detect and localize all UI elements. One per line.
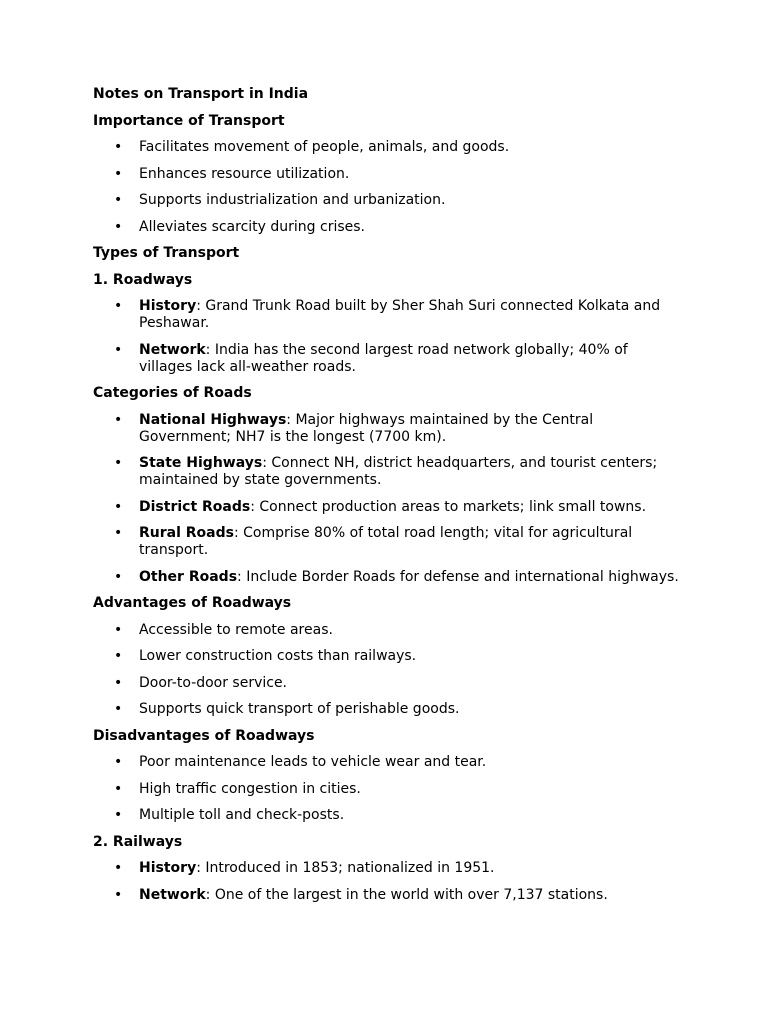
- list-item-text: Lower construction costs than railways.: [139, 648, 417, 664]
- bullet-icon: •: [114, 568, 123, 585]
- list-item-text: Enhances resource utilization.: [139, 165, 350, 182]
- bullet-icon: •: [114, 701, 123, 717]
- section-heading-disadvantages: Disadvantages of Roadways: [93, 727, 315, 744]
- list-item-text: : Grand Trunk Road built by Sher Shah Suri connected Kolkata and Peshawar.: [139, 298, 661, 331]
- bullet-icon: •: [114, 807, 123, 823]
- list-item-text: : Connect NH, district headquarters, and tourist centers; maintained by state governments.: [139, 455, 658, 488]
- list-item-text: : Include Border Roads for defense and international highways.: [237, 568, 679, 585]
- list-item: [93, 807, 683, 824]
- list-item-term: District Roads: [139, 498, 251, 515]
- document-title: Notes on Transport in India: [93, 86, 309, 102]
- list-item: [93, 701, 683, 718]
- bullet-icon: •: [114, 498, 123, 515]
- importance-list: [93, 139, 683, 236]
- list-item: [93, 219, 683, 236]
- list-item-term: Other Roads: [139, 568, 238, 585]
- list-item: [93, 499, 683, 516]
- list-item: [93, 166, 683, 183]
- list-item: [93, 342, 683, 376]
- bullet-icon: •: [114, 139, 123, 155]
- list-item: [93, 887, 683, 904]
- list-item-text: : India has the second largest road network globally; 40% of villages lack all-weather roads.: [139, 341, 628, 375]
- list-item-text: : Comprise 80% of total road length; vital for agricultural transport.: [139, 525, 633, 558]
- list-item: [93, 622, 683, 639]
- list-item: [93, 192, 683, 209]
- list-item-term: State Highways: [139, 455, 263, 471]
- bullet-icon: •: [114, 674, 123, 691]
- list-item-term: Rural Roads: [139, 525, 234, 541]
- list-item-term: National Highways: [139, 411, 287, 428]
- bullet-icon: •: [114, 192, 123, 208]
- categories-list: [93, 412, 683, 586]
- list-item-text: Poor maintenance leads to vehicle wear and tear.: [139, 754, 487, 770]
- list-item-text: : Major highways maintained by the Central Government; NH7 is the longest (7700 km).: [139, 411, 594, 445]
- list-item-term: Network: [139, 886, 206, 903]
- list-item-text: Accessible to remote areas.: [139, 621, 333, 638]
- list-item: [93, 455, 683, 489]
- bullet-icon: •: [114, 218, 123, 235]
- list-item-term: Network: [139, 341, 206, 358]
- railways-list: [93, 860, 683, 904]
- list-item-text: Alleviates scarcity during crises.: [139, 218, 366, 235]
- list-item-term: History: [139, 298, 197, 314]
- list-item: [93, 525, 683, 559]
- list-item-text: Door-to-door service.: [139, 674, 288, 691]
- list-item: [93, 412, 683, 446]
- list-item-text: : Connect production areas to markets; link small towns.: [250, 498, 647, 515]
- list-item: [93, 675, 683, 692]
- bullet-icon: •: [114, 860, 123, 876]
- list-item-text: High traffic congestion in cities.: [139, 780, 361, 797]
- list-item-term: History: [139, 860, 197, 876]
- list-item: [93, 860, 683, 877]
- section-heading-roadways: 1. Roadways: [93, 271, 193, 288]
- bullet-icon: •: [114, 165, 123, 182]
- bullet-icon: •: [114, 298, 123, 314]
- bullet-icon: •: [114, 780, 123, 797]
- bullet-icon: •: [114, 648, 123, 664]
- list-item: [93, 781, 683, 798]
- list-item: [93, 139, 683, 156]
- section-heading-types: Types of Transport: [93, 245, 240, 261]
- section-heading-railways: 2. Railways: [93, 833, 183, 850]
- list-item-text: : One of the largest in the world with over 7,137 stations.: [205, 886, 608, 903]
- bullet-icon: •: [114, 621, 123, 638]
- list-item-text: : Introduced in 1853; nationalized in 1951.: [196, 860, 495, 876]
- list-item-text: Supports industrialization and urbanization.: [139, 192, 446, 208]
- document-page: [93, 86, 683, 913]
- bullet-icon: •: [114, 411, 123, 428]
- list-item: [93, 648, 683, 665]
- list-item: [93, 754, 683, 771]
- list-item-text: Supports quick transport of perishable goods.: [139, 701, 460, 717]
- roadways-list: [93, 298, 683, 376]
- section-heading-importance: Importance of Transport: [93, 112, 285, 129]
- list-item-text: Facilitates movement of people, animals, and goods.: [139, 139, 510, 155]
- list-item: [93, 298, 683, 332]
- list-item: [93, 569, 683, 586]
- bullet-icon: •: [114, 525, 123, 541]
- disadvantages-list: [93, 754, 683, 824]
- advantages-list: [93, 622, 683, 719]
- bullet-icon: •: [114, 455, 123, 471]
- bullet-icon: •: [114, 341, 123, 358]
- bullet-icon: •: [114, 754, 123, 770]
- section-heading-categories: Categories of Roads: [93, 385, 252, 401]
- section-heading-advantages: Advantages of Roadways: [93, 595, 292, 611]
- list-item-text: Multiple toll and check-posts.: [139, 807, 345, 823]
- bullet-icon: •: [114, 886, 123, 903]
